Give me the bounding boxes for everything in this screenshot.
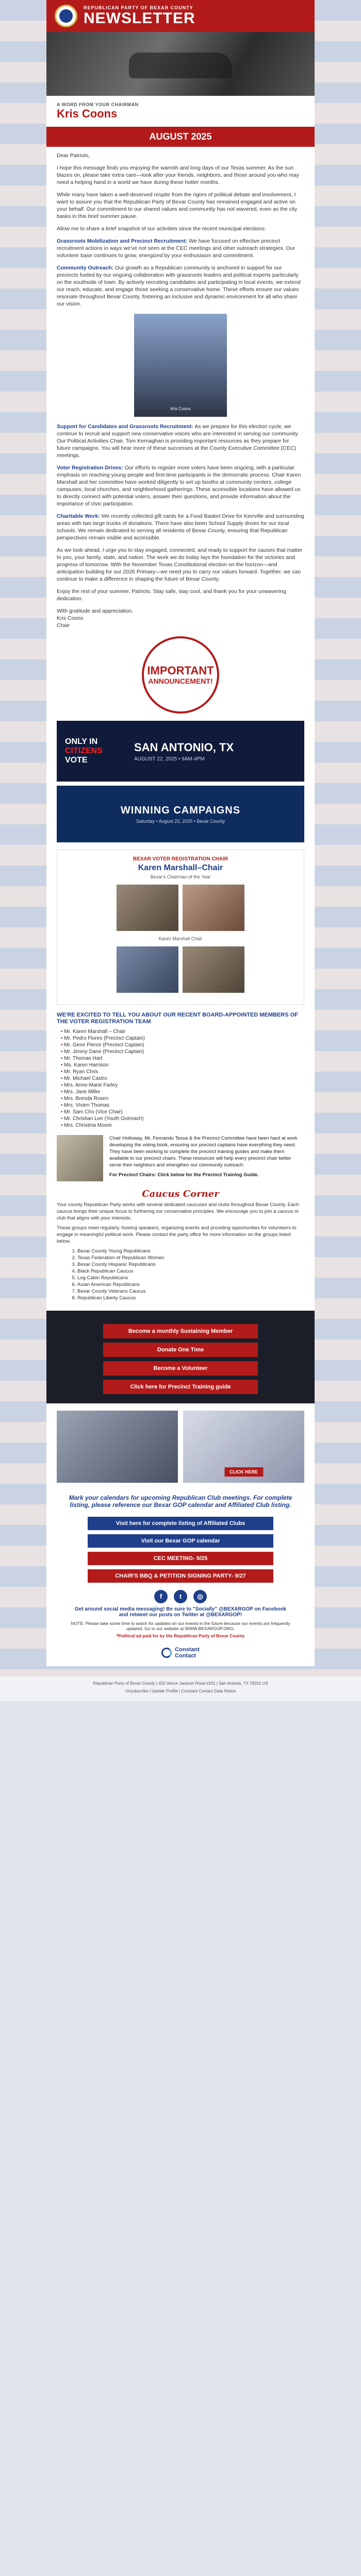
precinct-text: Chair Holloway, Mr. Fernando Tessa & the Precinct Committee have been hard at work developing the voting book, ensuring our precinct captains have everything they need. They have been working to complete the precinct training guides and make them available to our precinct chairs. These resources will help every precinct chair better serve their neighbors and strengthen our community outreach.: [109, 1136, 298, 1168]
event-photo: [183, 946, 244, 993]
team-member-item: • Mr. Gene Pierce (Precinct Captain): [61, 1042, 304, 1048]
caucus-item: 6. Asian American Republicans: [77, 1281, 304, 1288]
team-member-item: • Mrs. Anne-Marie Farley: [61, 1082, 304, 1089]
section-heading: Voter Registration Drives:: [57, 465, 123, 471]
caucus-item: 2. Texas Federation of Republican Women: [77, 1255, 304, 1261]
banner-title: SAN ANTONIO, TX: [134, 740, 234, 754]
footer: Republican Party of Bexar County | 415 Vance Jackson Road #101 | San Antonio, TX 78201 US Unsubscribe | Update Profile | Constant Contact Data Notice: [0, 1676, 361, 1701]
precinct-sub: For Precinct Chairs: Click below for the Precinct Training Guide.: [109, 1172, 259, 1178]
social-links: [46, 1590, 315, 1603]
banner-date: AUGUST 22, 2025 • 9AM-4PM: [134, 756, 205, 762]
sustaining-member-button[interactable]: Become a monthly Sustaining Member: [103, 1324, 258, 1338]
caucus-item: 1. Bexar County Young Republicans: [77, 1248, 304, 1255]
calendar-text: Mark your calendars for upcoming Republican Club meetings. For complete listing, please reference our Bexar GOP calendar and Affiliated Club listing.: [69, 1494, 292, 1509]
chair-block: [46, 96, 315, 125]
hero-image: [46, 32, 315, 96]
letter-paragraph: As we look ahead, I urge you to stay engaged, connected, and ready to support the causes that matter to you, your family, state, and nation. The work we do today lays the foundation for the victories and progress of tomorrow. With the November Texas Constitutional election on the horizon—and anticipation building for our 2026 Primary—we need you to carry our values forward. Together, we can continue to make a difference in shaping the future of Bexar County.: [57, 547, 303, 582]
letter-paragraph: Allow me to share a brief snapshot of our activities since the recent municipal elections:: [57, 226, 266, 232]
event-photo: [117, 885, 178, 931]
click-here-button[interactable]: CLICK HERE: [224, 1467, 263, 1477]
precinct-image: [57, 1135, 103, 1181]
constant-contact-logo[interactable]: Constant Contact: [46, 1641, 315, 1666]
caucus-item: 7. Bexar County Veterans Caucus: [77, 1288, 304, 1295]
section-heading: Charitable Work:: [57, 513, 100, 519]
photo-caption: Kris Coons: [170, 406, 191, 411]
team-member-item: • Mr. Pedro Flores (Precinct Captain): [61, 1035, 304, 1042]
caucus-item: 8. Republican Liberty Caucus: [77, 1295, 304, 1301]
cec-meeting-link[interactable]: CEC MEETING- 9/25: [88, 1552, 273, 1565]
precinct-guide-button[interactable]: Click here for Precinct Training guide: [103, 1380, 258, 1394]
team-member-item: • Mrs. Brenda Rosen: [61, 1095, 304, 1102]
constant-contact-icon: [161, 1648, 172, 1658]
promo-images: [46, 1403, 315, 1490]
social-text: Get around social media messaging! Be sure to "Socially" @BEXARGOP on Facebook and retweet our posts on Twitter at @BEXARGOP!: [74, 1606, 287, 1618]
signature-block: With gratitude and appreciation, Kris Coons Chair: [57, 608, 134, 629]
team-member-item: • Mrs. Jane Miller: [61, 1089, 304, 1095]
caucus-corner-title: Caucus Corner: [142, 1189, 219, 1199]
twitter-icon[interactable]: t: [174, 1590, 187, 1603]
instagram-icon[interactable]: ◎: [193, 1590, 207, 1603]
header-subtitle: REPUBLICAN PARTY OF BEXAR COUNTY: [84, 5, 193, 10]
letter-paragraph: Enjoy the rest of your summer, Patriots. Stay safe, stay cool, and thank you for your unwavering dedication.: [57, 588, 286, 602]
team-member-item: • Ms. Karen Harrison: [61, 1062, 304, 1069]
team-list: [57, 1012, 304, 1129]
team-member-item: • Mrs. Christina Moore: [61, 1122, 304, 1129]
action-buttons: [46, 1311, 315, 1403]
gop-calendar-link[interactable]: Visit our Bexar GOP calendar: [88, 1534, 273, 1548]
chair-letter: [46, 152, 315, 629]
team-member-item: • Mr. Jimmy Dane (Precinct Captain): [61, 1048, 304, 1055]
letter-greeting: Dear Patriots,: [57, 152, 90, 159]
winning-campaigns-banner[interactable]: WINNING CAMPAIGNS Saturday • August 23, 2025 • Bexar County: [57, 786, 304, 842]
section-heading: Grassroots Mobilization and Precinct Recruitment:: [57, 238, 188, 244]
header: [46, 0, 315, 32]
team-member-item: • Mrs. Vivien Thomas: [61, 1102, 304, 1109]
header-title: NEWSLETTER: [84, 10, 195, 27]
event-photo: [183, 885, 244, 931]
team-member-item: • Mr. Ryan Chris: [61, 1069, 304, 1075]
caucus-corner: Caucus Corner Your county Republican Party works with several dedicated caucuses and clubs throughout Bexar County. Each caucus brings their unique focus to furthering our conservative principles. We encourage you to join a caucus or club that aligns with your interests. These groups meet regularly, hosting speakers, organizing events and providing opportunities for volunteers to engage in meaningful political work. Please contact the party office for more information on the groups listed below. 1. Bexar County Young Republicans 2. Texas Federation of Republican Women 3. Bexar County Hispanic Republicans 4. Black Republican Caucus 5. Log Cabin Republicans 6. Asian American Republicans 7. Bexar County Veterans Caucus 8. Republican Liberty Caucus: [57, 1191, 304, 1301]
citizens-vote-banner[interactable]: ONLY IN CITIZENS VOTE SAN ANTONIO, TX AUGUST 22, 2025 • 9AM-4PM: [57, 721, 304, 782]
bbq-party-link[interactable]: CHAIR'S BBQ & PETITION SIGNING PARTY- 9/27: [88, 1569, 273, 1583]
chair-photo: [134, 314, 227, 417]
letter-section: Grassroots Mobilization and Precinct Recruitment: We have focused on effective precinct recruitment actions in ways we've not seen at the CEC meetings and other outreach strategies. Our volunteer base continues to grow, energized by your enthusiasm and commitment.: [57, 238, 295, 259]
facebook-icon[interactable]: f: [154, 1590, 168, 1603]
month-bar: AUGUST 2025: [46, 127, 315, 147]
voter-registration-card: BEXAR VOTER REGISTRATION CHAIR Karen Marshall–Chair Bexar's Chairman of the Year Karen Marshall Chair: [57, 850, 304, 1005]
caucus-item: 5. Log Cabin Republicans: [77, 1275, 304, 1281]
note: NOTE: Please take some time to watch for updates on our events in the future because our events are frequently updated. Go to our website at WWW.BEXARGOP.ORG. *Political ad paid for by the Republican Party of Bexar County: [71, 1621, 290, 1638]
team-member-item: • Mr. Michael Castro: [61, 1075, 304, 1082]
volunteer-button[interactable]: Become a Volunteer: [103, 1361, 258, 1376]
important-announcement-badge: IMPORTANT ANNOUNCEMENT!: [142, 636, 219, 714]
team-member-item: • Mr. Karen Marshall – Chair: [61, 1028, 304, 1035]
donate-button[interactable]: Donate One Time: [103, 1343, 258, 1357]
promo-image-clickable[interactable]: [183, 1411, 304, 1483]
letter-section: Community Outreach: Our growth as a Republican community is anchored in support for our precincts fueled by our ongoing collaboration with grassroots leaders and political experts particularly on the southside of town. By actively recruiting candidates and participating in local events, we extend our reach, educate, and engage those seeking a conservative home. These efforts ensure our values resonate throughout Bexar County, fostering an inclusive and dynamic environment for all who share our vision.: [57, 265, 301, 307]
letter-paragraph: I hope this message finds you enjoying the warmth and long days of our Texas summer. As the sun blazes on, please take extra care—look after your friends, neighbors, and those around you who may need a helping hand in a world we have during these hotter months.: [57, 165, 299, 185]
team-member-item: • Mr. Christian Lee (Youth Outreach): [61, 1115, 304, 1122]
party-seal-logo: [55, 5, 77, 27]
letter-section: Support for Candidates and Grassroots Recruitment: As we prepare for this election cycle, we continue to recruit and support new conservative voices who are interested in serving our community. Our Political Activities Chair, Tom Kernaghan is providing important resources as they prepare for future campaigns. You will hear more of these successes at the County Executive Committee (CEC) meetings.: [57, 423, 299, 459]
team-member-item: • Mr. Sam Cho (Vice Chair): [61, 1109, 304, 1115]
newsletter-body: [46, 0, 315, 1666]
event-photo: [117, 946, 178, 993]
promo-image: [57, 1411, 178, 1483]
team-list-title: WE'RE EXCITED TO TELL YOU ABOUT OUR RECENT BOARD-APPOINTED MEMBERS OF THE VOTER REGISTRATION TEAM: [57, 1012, 298, 1025]
chair-name: Kris Coons: [57, 107, 118, 120]
section-heading: Support for Candidates and Grassroots Recruitment:: [57, 423, 193, 430]
caucus-item: 4. Black Republican Caucus: [77, 1268, 304, 1275]
caucus-item: 3. Bexar County Hispanic Republicans: [77, 1261, 304, 1268]
team-member-item: • Mr. Thomas Hart: [61, 1055, 304, 1062]
affiliated-clubs-link[interactable]: Visit here for complete listing of Affiliated Clubs: [88, 1517, 273, 1530]
precinct-section: [57, 1135, 304, 1181]
chair-label: A WORD FROM YOUR CHAIRMAN: [57, 102, 139, 107]
letter-paragraph: While many have taken a well-deserved respite from the rigors of political debate and involvement, I want to assure you that the Republican Party of Bexar County has remained engaged and active on your behalf. Our commitment to our shared values and community has not wavered, even as the city basks in this brief summer pause.: [57, 192, 298, 219]
section-heading: Community Outreach:: [57, 265, 114, 271]
letter-section: Charitable Work: We recently collected gift cards for a Food Basket Drive for Kerrville and surrounding areas with two large trucks of donations. There have also been School Supply drives for our local schools. We remain dedicated to serving all residents of Bexar County, ensuring that Republican perspectives remain visible and accessible.: [57, 513, 304, 541]
letter-section: Voter Registration Drives: Our efforts to register more voters have been ongoing, with a particular emphasis on reaching young people and first-time participants in the democratic process. Chair Karen Marshall and her committee have worked diligently to set up booths at community centers, college campuses, local churches, and neighborhood gatherings. These accessible locations have allowed us to directly connect with potential voters, answer their questions, and provide information about the importance of civic participation.: [57, 465, 301, 507]
